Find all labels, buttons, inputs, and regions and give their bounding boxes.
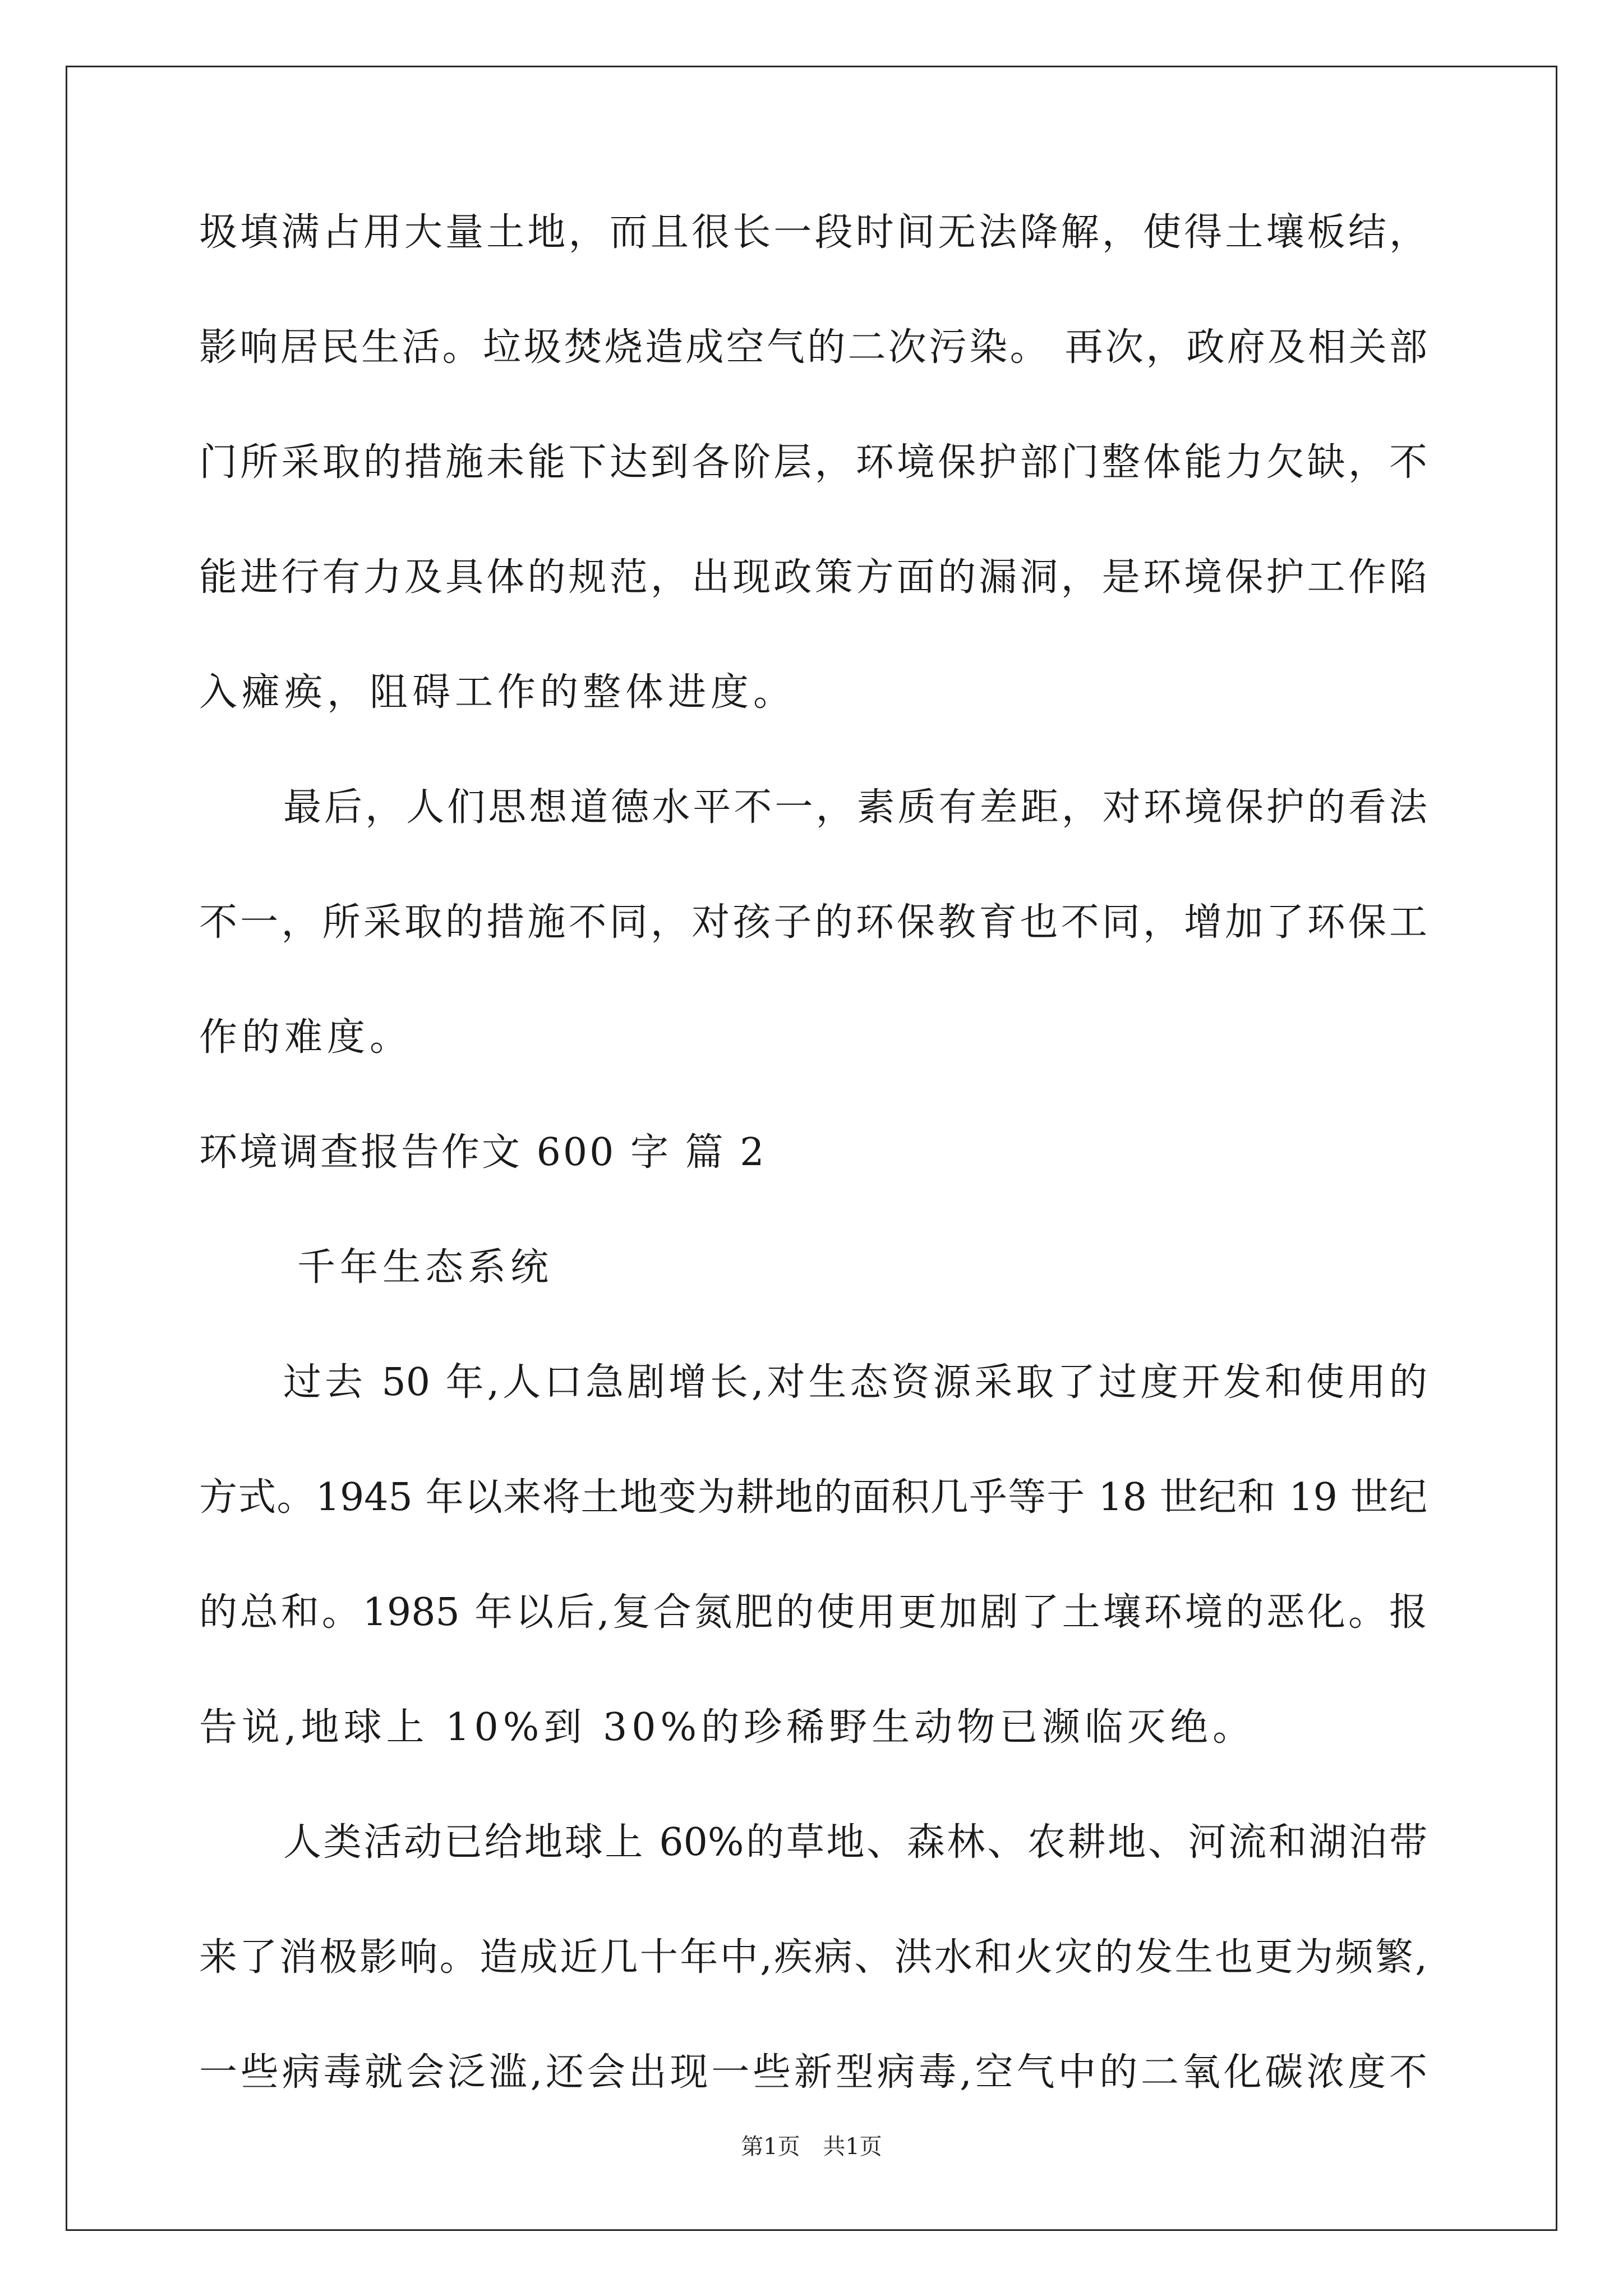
page-number: 第1页 xyxy=(741,2134,800,2160)
body-line: 告说,地球上 10%到 30%的珍稀野生动物已濒临灭绝。 xyxy=(199,1705,1256,1750)
body-line: 不一，所采取的措施不同，对孩子的环保教育也不同，增加了环保工 xyxy=(199,900,1427,945)
paragraph-first-line: 人类活动已给地球上 60%的草地、森林、农耕地、河流和湖泊带 xyxy=(283,1820,1427,1865)
body-line: 圾填满占用大量土地，而且很长一段时间无法降解，使得土壤板结， xyxy=(199,210,1427,255)
body-line: 的总和。1985 年以后,复合氮肥的使用更加剧了土壤环境的恶化。报 xyxy=(199,1590,1427,1635)
body-line: 能进行有力及具体的规范，出现政策方面的漏洞，是环境保护工作陷 xyxy=(199,555,1427,600)
body-line: 门所采取的措施未能下达到各阶层，环境保护部门整体能力欠缺，不 xyxy=(199,440,1427,485)
essay-title: 千年生态系统 xyxy=(297,1245,554,1290)
body-line: 来了消极影响。造成近几十年中,疾病、洪水和火灾的发生也更为频繁, xyxy=(199,1935,1427,1980)
body-line: 入瘫痪，阻碍工作的整体进度。 xyxy=(199,670,796,715)
page-total: 共1页 xyxy=(823,2134,882,2160)
page-footer xyxy=(0,2129,1623,2161)
body-line: 一些病毒就会泛滥,还会出现一些新型病毒,空气中的二氧化碳浓度不 xyxy=(199,2050,1427,2095)
body-line: 方式。1945 年以来将土地变为耕地的面积几乎等于 18 世纪和 19 世纪 xyxy=(199,1475,1427,1520)
body-line: 影响居民生活。垃圾焚烧造成空气的二次污染。 再次，政府及相关部 xyxy=(199,325,1427,370)
paragraph-first-line: 过去 50 年,人口急剧增长,对生态资源采取了过度开发和使用的 xyxy=(283,1360,1427,1405)
body-line: 作的难度。 xyxy=(199,1015,413,1060)
paragraph-first-line: 最后，人们思想道德水平不一，素质有差距，对环境保护的看法 xyxy=(283,785,1427,830)
section-heading: 环境调查报告作文 600 字 篇 2 xyxy=(199,1130,767,1175)
